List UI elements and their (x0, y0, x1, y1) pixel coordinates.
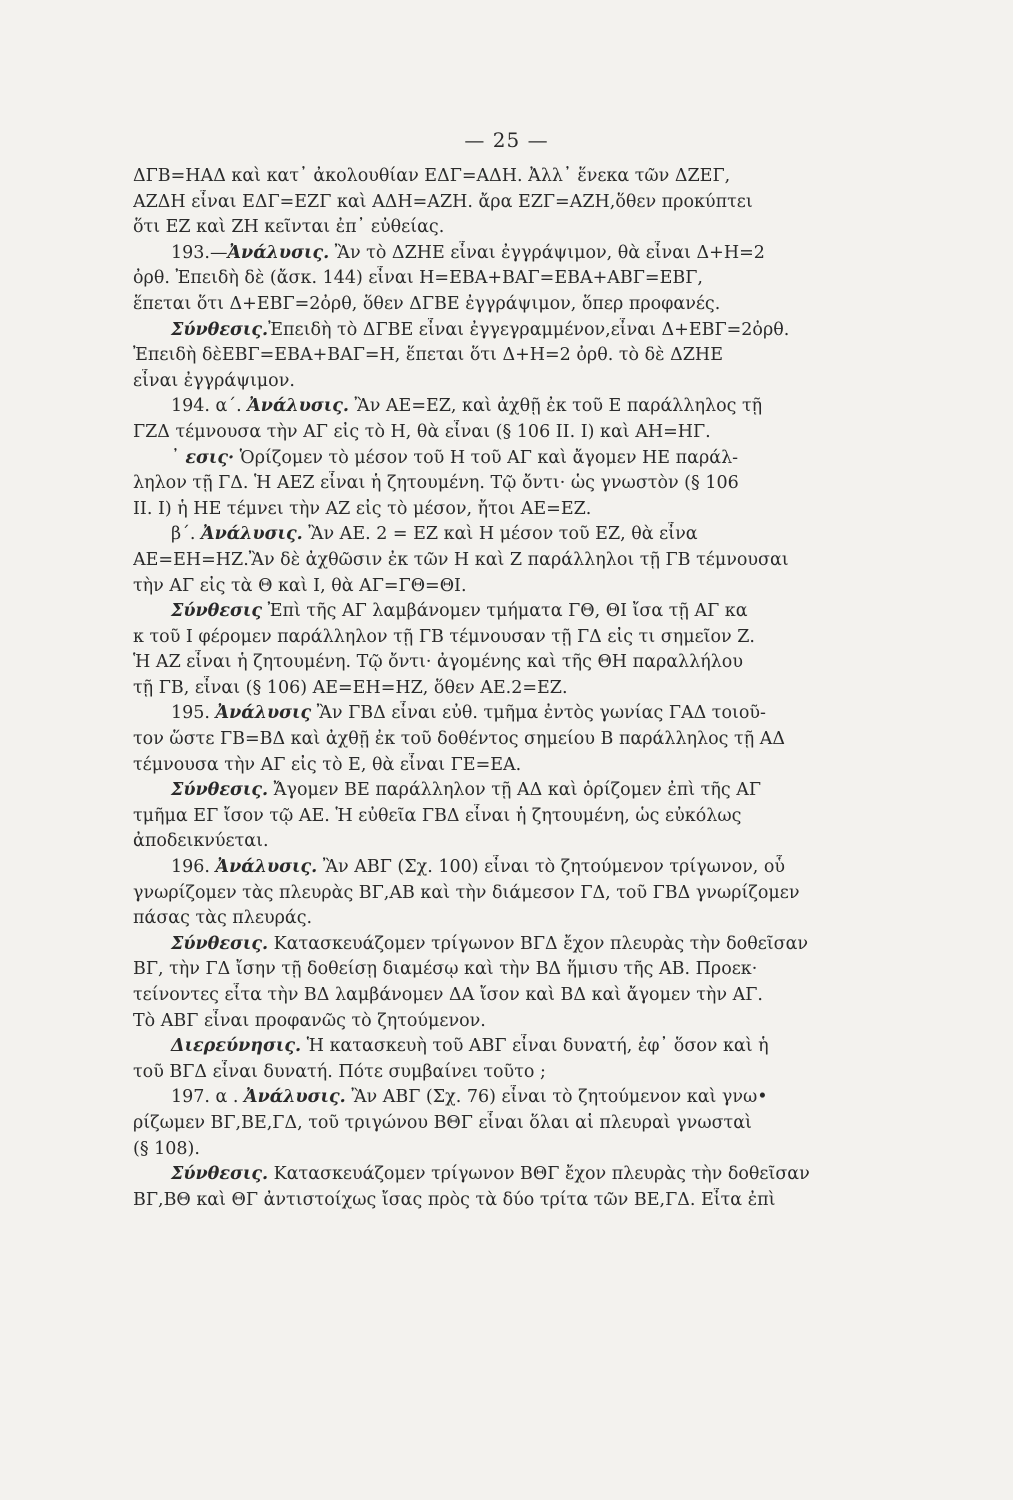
text-run: ᾽ (171, 447, 186, 468)
section-heading: Ἀνάλυσις. (244, 1087, 346, 1108)
text-run: Ὁρίζομεν τὸ μέσον τοῦ Η τοῦ ΑΓ καὶ ἄγομεν ΗΕ παράλ- (234, 447, 739, 468)
text-line (133, 266, 869, 292)
text-run: ληλον τῇ ΓΔ. Ἡ ΑΕΖ εἶναι ἡ ζητουμένη. Τῷ ὄντι· ὡς γνωστὸν (§ 106 (133, 473, 739, 494)
text-run: 197. α . (171, 1087, 245, 1108)
text-line (133, 983, 869, 1009)
text-line (133, 318, 869, 344)
text-run: τὴν ΑΓ εἰς τὰ Θ καὶ Ι, θὰ ΑΓ=ΓΘ=ΘΙ. (133, 575, 467, 596)
text-run: Ἂν ΑΒΓ (Σχ. 76) εἶναι τὸ ζητούμενον καὶ γνω• (345, 1087, 768, 1108)
page-number: — 25 — (464, 128, 549, 152)
text-line (133, 471, 869, 497)
text-line (133, 1085, 869, 1111)
text-line (133, 164, 869, 190)
text-line (133, 497, 869, 523)
text-run: ἕπεται ὅτι Δ+ΕΒΓ=2ὀρθ, ὅθεν ΔΓΒΕ ἐγγράψιμον, ὅπερ προφανές. (133, 293, 721, 314)
text-line (133, 1188, 869, 1214)
text-line (133, 241, 869, 267)
text-line (133, 343, 869, 369)
text-run: κ τοῦ Ι φέρομεν παράλληλον τῇ ΓΒ τέμνουσαν τῇ ΓΔ εἰς τι σημεῖον Ζ. (133, 626, 755, 647)
text-run: ΒΓ, τὴν ΓΔ ἴσην τῇ δοθείσῃ διαμέσῳ καὶ τὴν ΒΔ ἥμισυ τῆς ΑΒ. Προεκ· (133, 959, 758, 980)
text-run: 194. α΄. (171, 396, 248, 417)
text-run: εἶναι ἐγγράψιμον. (133, 370, 295, 391)
text-line (133, 727, 869, 753)
text-run: β΄. (171, 524, 201, 545)
section-heading: Σύνθεσις. (171, 1164, 269, 1185)
text-run: τμῆμα ΕΓ ἴσον τῷ ΑΕ. Ἡ εὐθεῖα ΓΒΔ εἶναι ἡ ζητουμένη, ὡς εὐκόλως (133, 805, 742, 826)
text-run: Ἂν ΓΒΔ εἶναι εὐθ. τμῆμα ἐντὸς γωνίας ΓΑΔ τοιοῦ- (311, 703, 766, 724)
text-line (133, 420, 869, 446)
text-run: ΒΓ,ΒΘ καὶ ΘΓ ἀντιστοίχως ἴσας πρὸς τὰ δύο τρίτα τῶν ΒΕ,ΓΔ. Εἶτα ἐπὶ (133, 1189, 776, 1210)
text-line (133, 753, 869, 779)
text-line (133, 1162, 869, 1188)
text-run: Τὸ ΑΒΓ εἶναι προφανῶς τὸ ζητούμενον. (133, 1010, 486, 1031)
text-line (133, 548, 869, 574)
text-run: Ἂν τὸ ΔΖΗΕ εἶναι ἐγγράψιμον, θὰ εἶναι Δ+Η=2 (329, 242, 765, 263)
section-heading: Σύνθεσις. (171, 780, 269, 801)
text-line (133, 829, 869, 855)
text-run: 193.— (171, 242, 228, 263)
text-run: ΑΕ=ΕΗ=ΗΖ.Ἂν δὲ ἀχθῶσιν ἐκ τῶν Η καὶ Ζ παράλληλοι τῇ ΓΒ τέμνουσαι (133, 549, 789, 570)
text-line (133, 778, 869, 804)
text-run: τον ὥστε ΓΒ=ΒΔ καὶ ἀχθῇ ἐκ τοῦ δοθέντος σημείου Β παράλληλος τῇ ΑΔ (133, 729, 786, 750)
section-heading: Ἀνάλυσις. (247, 396, 349, 417)
section-heading: Ἀνάλυσις (215, 703, 312, 724)
section-heading: Σύνθεσις. (171, 933, 269, 954)
page-text (133, 164, 869, 1213)
text-run: γνωρίζομεν τὰς πλευρὰς ΒΓ,ΑΒ καὶ τὴν διάμεσον ΓΔ, τοῦ ΓΒΔ γνωρίζομεν (133, 882, 800, 903)
text-run: πάσας τὰς πλευράς. (133, 908, 313, 929)
text-run: τέμνουσα τὴν ΑΓ εἰς τὸ Ε, θὰ εἶναι ΓΕ=ΕΑ. (133, 754, 522, 775)
text-run: Ἐπὶ τῆς ΑΓ λαμβάνομεν τμήματα ΓΘ, ΘΙ ἴσα τῇ ΑΓ κα (262, 601, 748, 622)
text-run: Ἡ κατασκευὴ τοῦ ΑΒΓ εἶναι δυνατή, ἐφ᾽ ὅσον καὶ ἡ (301, 1036, 769, 1057)
text-line (133, 1060, 869, 1086)
text-line (133, 292, 869, 318)
text-run: Ἐπειδὴ δὲΕΒΓ=ΕΒΑ+ΒΑΓ=Η, ἕπεται ὅτι Δ+Η=2 ὀρθ. τὸ δὲ ΔΖΗΕ (133, 345, 723, 366)
text-run: ἀποδεικνύεται. (133, 831, 269, 852)
text-line (133, 1009, 869, 1035)
text-run: Κατασκευάζομεν τρίγωνον ΒΘΓ ἔχον πλευρὰς τὴν δοθεῖσαν (268, 1164, 810, 1185)
text-run: ΓΖΔ τέμνουσα τὴν ΑΓ εἰς τὸ Η, θὰ εἶναι (§ 106 ΙΙ. Ι) καὶ ΑΗ=ΗΓ. (133, 421, 711, 442)
text-run: Ἂν ΑΕ=ΕΖ, καὶ ἀχθῇ ἐκ τοῦ Ε παράλληλος τῇ (348, 396, 763, 417)
text-run: Ἂν ΑΒΓ (Σχ. 100) εἶναι τὸ ζητούμενον τρίγωνον, οὗ (317, 857, 786, 878)
text-line (133, 804, 869, 830)
text-line (133, 190, 869, 216)
text-line (133, 215, 869, 241)
text-run: τείνοντες εἶτα τὴν ΒΔ λαμβάνομεν ΔΑ ἴσον καὶ ΒΔ καὶ ἄγομεν τὴν ΑΓ. (133, 985, 763, 1005)
text-run: Ἐπειδὴ τὸ ΔΓΒΕ εἶναι ἐγγεγραμμένον,εἶναι Δ+ΕΒΓ=2ὀρθ. (268, 319, 790, 340)
text-run: Ἄγομεν ΒΕ παράλληλον τῇ ΑΔ καὶ ὁρίζομεν ἐπὶ τῆς ΑΓ (268, 780, 761, 801)
text-run: (§ 108). (133, 1138, 200, 1159)
text-run: ΙΙ. Ι) ἡ ΗΕ τέμνει τὴν ΑΖ εἰς τὸ μέσον, ἤτοι ΑΕ=ΕΖ. (133, 498, 592, 519)
text-line (133, 650, 869, 676)
text-line (133, 625, 869, 651)
text-line (133, 881, 869, 907)
text-line (133, 676, 869, 702)
text-run: Ἡ ΑΖ εἶναι ἡ ζητουμένη. Τῷ ὄντι· ἀγομένης καὶ τῆς ΘΗ παραλλήλου (133, 652, 743, 673)
text-line (133, 1137, 869, 1163)
section-heading: Ἀνάλυσις. (215, 857, 318, 878)
text-line (133, 446, 869, 472)
section-heading: εσις· (185, 447, 235, 468)
section-heading: Σύνθεσις. (171, 319, 269, 340)
text-line (133, 599, 869, 625)
text-run: Ἂν ΑΕ. 2 = ΕΖ καὶ Η μέσον τοῦ ΕΖ, θὰ εἶνα (302, 524, 698, 545)
text-run: ΔΓΒ=ΗΑΔ καὶ κατ᾽ ἀκολουθίαν ΕΔΓ=ΑΔΗ. Ἀλλ᾽ ἕνεκα τῶν ΔΖΕΓ, (133, 166, 731, 186)
section-heading: Ἀνάλυσις. (227, 242, 330, 263)
text-line (133, 932, 869, 958)
text-run: τοῦ ΒΓΔ εἶναι δυνατή. Πότε συμβαίνει τοῦτο ; (133, 1061, 546, 1082)
text-line (133, 957, 869, 983)
text-line (133, 855, 869, 881)
text-line (133, 522, 869, 548)
text-run: ὀρθ. Ἐπειδὴ δὲ (ἄσκ. 144) εἶναι Η=ΕΒΑ+ΒΑΓ=ΕΒΑ+ΑΒΓ=ΕΒΓ, (133, 268, 703, 289)
section-heading: Διερεύνησις. (171, 1036, 302, 1057)
text-line (133, 369, 869, 395)
text-run: ΑΖΔΗ εἶναι ΕΔΓ=ΕΖΓ καὶ ΑΔΗ=ΑΖΗ. ἄρα ΕΖΓ=ΑΖΗ,ὅθεν προκύπτει (133, 191, 753, 212)
text-run: Κατασκευάζομεν τρίγωνον ΒΓΔ ἔχον πλευρὰς τὴν δοθεῖσαν (268, 933, 809, 954)
text-line (133, 394, 869, 420)
text-line (133, 906, 869, 932)
text-run: 196. (171, 857, 216, 878)
text-line (133, 1034, 869, 1060)
section-heading: Ἀνάλυσις. (201, 524, 303, 545)
text-line (133, 574, 869, 600)
section-heading: Σύνθεσις (171, 601, 262, 622)
text-line (133, 1111, 869, 1137)
text-run: τῇ ΓΒ, εἶναι (§ 106) ΑΕ=ΕΗ=ΗΖ, ὅθεν ΑΕ.2=ΕΖ. (133, 677, 568, 698)
text-run: ὅτι ΕΖ καὶ ΖΗ κεῖνται ἐπ᾽ εὐθείας. (133, 217, 445, 238)
text-line (133, 701, 869, 727)
text-run: ρίζωμεν ΒΓ,ΒΕ,ΓΔ, τοῦ τριγώνου ΒΘΓ εἶναι ὅλαι αἱ πλευραὶ γνωσταὶ (133, 1112, 752, 1133)
text-run: 195. (171, 703, 216, 724)
